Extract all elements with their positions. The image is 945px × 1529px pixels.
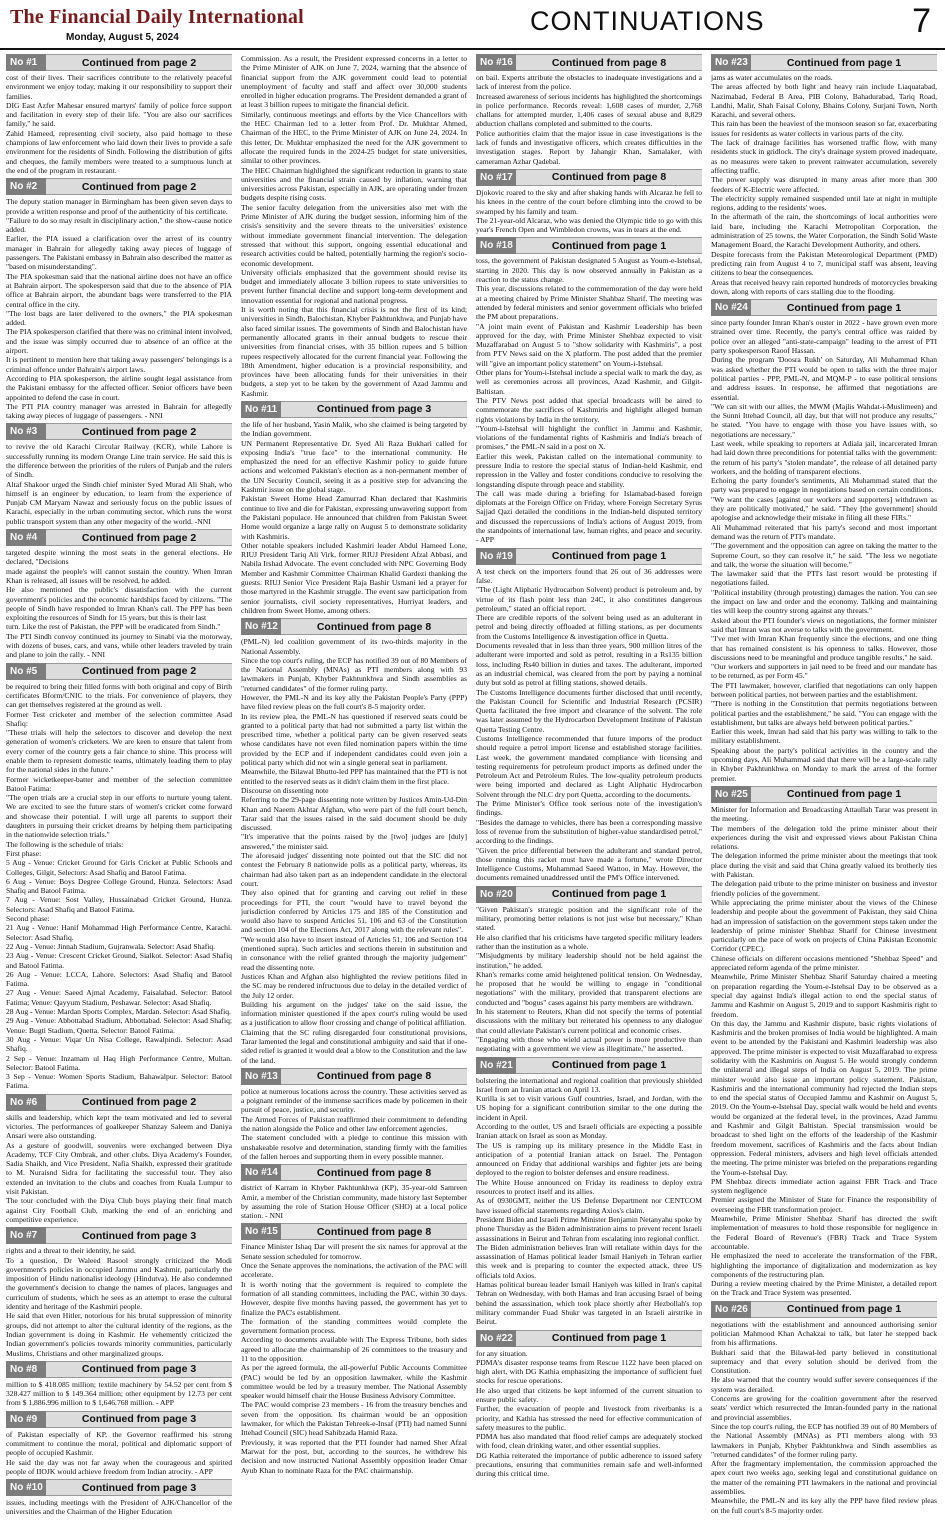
story-paragraph: On this day, the Jammu and Kashmir dispute, basic rights violations of Kashmiris and the broken promises of India would be highlighted. A main event to be attended by the Pakistani and Kashmiri leadership was also approved. The prime minister is expected to visit Muzaffarabad to express solidarity with the Kashmiris on August 5. He would strongly condemn the unilateral and illegal steps of India on August 5, 2019. The prime minister would also issue an important policy statement. Pakistan, Kashmiris and the international community had rejected the Indian steps to end the special status of Occupied Jammu and Kashmir on August 5, 2019. On the Youm-e-Istehsal Day, special walk would be held and events would be organized at the federal level, in the provinces, Azad Jammu and Kashmir and Gilgit Baltistan. Special transmission would be broadcast to shed light on the efforts of the leadership of the Kashmir freedom movement, sacrifices of Kashmiris and the facts about Indian oppression. Federal ministers, advisers and high level officials attended the meeting. The prime minister was briefed on the preparations regarding the Youm-e-Istehsal Day.	[711, 1018, 937, 1177]
story-paragraph: Speaking about the party's political activities in the country and the upcoming days, Ali Muhammad said that there will be a large-scale rally in Khyber Pakhtunkhwa on Monday to mark the arrest of the former premier.	[711, 745, 937, 783]
story-paragraph: As of 0930GMT, neither the US Defense Department nor CENTCOM have issued official statements regarding Axios's claim.	[476, 1196, 702, 1215]
story-paragraph: Khan's remarks come amid heightened political tension. On Wednesday, he proposed that he would be willing to engage in "conditional negotiations" with the military, provided that transparent elections are conducted and "bogus" cases against his party members are withdrawn.	[476, 969, 702, 1007]
story-number-badge: No #20	[476, 886, 516, 903]
column-4	[711, 54, 937, 1525]
continued-story	[6, 663, 232, 1091]
continued-from-label: Continued from page 1	[551, 550, 667, 563]
continuation-header	[711, 54, 937, 71]
story-paragraph: PDMA's disaster response teams from Rescue 1122 have been placed on high alert, with DG Kathia emphasizing the importance of sufficient fuel stocks for rescue operations.	[476, 1357, 702, 1386]
story-paragraph: 5 Aug - Venue: Cricket Ground for Girls Cricket at Public Schools and Colleges, Gilgit, Selectors: Asad Shafiq and Batool Fatima.	[6, 858, 232, 877]
continued-from-label: Continued from page 1	[786, 788, 902, 801]
story-paragraph: "Given the price differential between the adulterant and standard petrol, those running this racket must have made a fortune," wrote Director Intelligence Customs, Muhammad Saeed Wattoo, in May. However, the documents remained unaddressed until the PM's Office intervened.	[476, 845, 702, 883]
story-paragraph: The PTI PIA country manager was arrested in Bahrain for allegedly taking away pieces of luggage of passengers. - NNI	[6, 401, 232, 421]
story-paragraph: 29 Aug - Venue: Abbottabad Stadium, Abbottabad. Selector: Asad Shafiq; Venue: Bugti Stadium, Quetta. Selector: Batool Fatima.	[6, 1016, 232, 1035]
story-paragraph: In the aftermath of the rain, the shortcomings of local authorities were laid bare, including the Karachi Metropolitan Corporation, the administration of 25 towns, the Water Corporation, the Sindh Solid Waste Management Board, the Karachi Development Authority, and others.	[711, 212, 937, 250]
story-paragraph: "These trials will help the selectors to discover and develop the next generation of women's cricketers. We are keen to ensure that talent from every corner of the country gets a fair chance to shine. This process will enable them to represent domestic teams, ultimately leading them to play for the national sides in the future."	[6, 728, 232, 775]
story-number-badge: No #25	[711, 786, 751, 803]
story-paragraph: DIG East Azfer Mahesar ensured martyrs' family of police force support and facilitation in every step of their life. "You are also our sacrifices family," he said.	[6, 100, 232, 129]
story-paragraph: He said that even Hitler, notorious for his brutal suppression of minority groups, did not attempt to alter the cultural identity of the regions, as the Indian government is doing in Kashmir. He vehemently criticized the Indian government's policies towards minority communities, particularly Muslims, Christians and other marginalized groups.	[6, 1311, 232, 1358]
story-paragraph: The lawmaker said that the PTI's last resort would be protesting if negotiations failed.	[711, 569, 937, 588]
story-number-badge: No #11	[241, 401, 281, 418]
story-number-badge: No #24	[711, 299, 751, 316]
story-paragraph: "Youm-i-Istehsal will highlight the conflict in Jammu and Kashmir, violations of the fundamental rights of Kashmiris and India's breach of promises," the PML-N said in a post on X.	[476, 423, 702, 452]
story-paragraph: Former wicketkeeper-batter and member of the selection committee Batool Fatima:	[6, 774, 232, 793]
continued-from-label: Continued from page 1	[551, 888, 667, 901]
story-paragraph: skills and leadership, which kept the team motivated and led to several victories. The performances of goalkeeper Shanzay Saleem and Daniya Ansari were also outstanding.	[6, 1112, 232, 1141]
story-paragraph: Increased awareness of serious incidents has highlighted the shortcomings in police performance. Records reveal: 1,608 cases of murder, 2,768 challans for attempted murder, 1,406 cases of sexual abuse and 8,829 abduction challans completed and submitted to the courts.	[476, 91, 702, 129]
story-paragraph: Zahid Hameed, representing civil society, also paid homage to these champions of law enforcement who laid down their lives to provide a safe environment for the residents of Sindh. Following the distribution of gifts and cheques, the family members were treated to a sumptuous lunch at the end of the program in restaurant.	[6, 128, 232, 175]
story-paragraph: Pakistan Sweet Home Head Zamurrad Khan declared that Kashmiris continue to live and die for Pakistan, expressing unwavering support from the Pakistani populace. He announced that children from Pakistan Sweet Home would organize a large rally on August 5 to demonstrate solidarity with Kashmiris.	[241, 494, 467, 541]
continued-from-label: Continued from page 8	[316, 1070, 432, 1083]
continuation-header	[6, 1227, 232, 1244]
continued-story	[711, 1301, 937, 1515]
story-paragraph: Despite forecasts from the Pakistan Meteorological Department (PMD) predicting rain from August 4 to 7, municipal staff was absent, leaving citizens to bear the consequences.	[711, 249, 937, 278]
story-paragraph: Once the Senate approves the nominations, the activation of the PAC will accelerate.	[241, 1261, 467, 1280]
story-paragraph: Since the top court's ruling, the ECP has notified 39 out of 80 Members of the National Assembly (MNAs) as PTI members along with 93 lawmakers in Punjab, Khyber Pakhtunkhwa and Sindh assemblies as "returned candidates" of the former ruling party.	[241, 655, 467, 693]
story-paragraph: Concerns are growing for the coalition government after the reserved seats' verdict which resurrected the Imran-founded party in the national and provincial assemblies.	[711, 1394, 937, 1422]
continued-story	[711, 786, 937, 1298]
story-paragraph: Justices Khan and Afghan also highlighted the review petitions filed in the SC may be rendered infructuous due to delay in the detailed verdict of the July 12 order.	[241, 971, 467, 1000]
story-paragraph: Bukhari said that the Bilawal-led party believed in constitutional supremacy and that every solution should be derived from the Constitution.	[711, 1347, 937, 1376]
story-paragraph: toss, the government of Pakistan designated 5 August as Youm-e-Istehsal, starting in 2020. This day is now observed annually in Pakistan as a reaction to the status change.	[476, 256, 702, 285]
story-paragraph: The senior faculty delegation from the universities also met with the Prime Minister of AJK during the budget session, informing him of the crisis's sensitivity and the severe threats to the universities' existence without immediate government financial intervention. The delegation stressed that without this support, ongoing essential educational and research activities could be halted, potentially harming the region's socio-economic development.	[241, 202, 467, 268]
continued-from-label: Continued from page 8	[316, 1166, 432, 1179]
continued-story	[6, 1227, 232, 1358]
continued-from-label: Continued from page 1	[786, 301, 902, 314]
story-paragraph: Altaf Shakoor urged the Sindh chief minister Syed Murad Ali Shah, who himself is an engineer by education, to learn from the experience of Punjab CM Maryam Nawaz and seriously focus on the public issues of Karachi, especially in the urban commuting sector, which runs the worst public transport system than any other megacity of the world. -NNI	[6, 479, 232, 526]
page-number: 7	[912, 2, 931, 40]
story-paragraph: (PML-N) led coalition government of its two-thirds majority in the National Assembly.	[241, 637, 467, 656]
continued-from-label: Continued from page 2	[81, 425, 197, 438]
story-paragraph: The HEC Chairman highlighted the significant reduction in grants to state universities and the financial strain caused by inflation, warning that universities across Pakistan, especially in AJK, are operating under frozen budgets despite rising costs.	[241, 165, 467, 203]
story-number-badge: No #7	[6, 1227, 46, 1244]
story-paragraph: 22 Aug - Venue: Jinnah Stadium, Gujranwala. Selector: Asad Shafiq.	[6, 941, 216, 951]
story-paragraph: Asked about the PTI founder's views on negotiations, the former minister said that Imran was not averse to talks with the government.	[711, 615, 937, 634]
story-paragraph: Minister for Information and Broadcasting Attaullah Tarar was present in the meeting.	[711, 804, 937, 824]
continued-from-label: Continued from page 2	[81, 56, 197, 69]
continued-story	[476, 169, 702, 234]
story-paragraph: The deputy station manager in Birmingham has been given seven days to provide a written response and proof of the authenticity of his certificate.	[6, 197, 232, 216]
story-number-badge: No #23	[711, 54, 751, 71]
story-number-badge: No #18	[476, 237, 516, 254]
story-paragraph: The Prime Minister's Office took serious note of the investigation's findings.	[476, 799, 702, 818]
continuation-header	[711, 786, 937, 803]
story-paragraph: be required to bring their filled forms with both original and copy of Birth certificates Bform/CNIC to the trials. For convenience of players, they can get themselves registered at the ground as well.	[6, 681, 232, 710]
story-number-badge: No #2	[6, 178, 46, 195]
story-number-badge: No #17	[476, 169, 516, 186]
story-paragraph: turn. Like the rest of Pakistan, the PPP will be eradicated from Sindh."	[6, 622, 221, 632]
story-number-badge: No #13	[241, 1068, 281, 1085]
story-paragraph: While appreciating the prime minister about the views of the Chinese leadership and people about the government of Pakistan, they said China had an impression of satisfaction on the government steps taken under the leadership of prime minister Shehbaz Sharif for Chinese investment particularly on the pace of work on projects of China Pakistan Economic Corridor (CPEC).	[711, 897, 937, 954]
story-paragraph: Earlier this week, Imran had said that his party was willing to talk to the military establishment.	[711, 727, 937, 746]
story-paragraph: The tour concluded with the Diya Club boys playing their final match against City Football Club, marking the end of an enriching and competitive experience.	[6, 1196, 232, 1224]
story-paragraph: "I've met with Imran Khan frequently since the elections, and one thing that has remained consistent is his openness to talks. However, those discussions need to be meaningful and produce tangible results," he said.	[711, 634, 937, 662]
story-paragraph: Customs Intelligence recommended that future imports of the product should require a petrol import license and established storage facilities. Last week, the government mandated compliance with licensing and testing requirements for petroleum product imports as defined under the Petroleum Act and Petroleum Rules. The low-quality petroleum products were being imported and declared as Light Aliphatic Hydrocarbon Solvent through the NLC dry port Quetta, according to the documents.	[476, 734, 702, 799]
continued-from-label: Continued from page 1	[551, 1059, 667, 1071]
continuation-header	[6, 1361, 232, 1378]
story-paragraph: According to PIA spokesperson, the airline sought legal assistance from the Pakistani embassy for the affected officer. Senior officers have been appointed to defend the case in court.	[6, 373, 232, 402]
story-paragraph: "Given Pakistan's strategic position and the significant role of the military, promoting better relations is not just wise but necessary," Khan stated.	[476, 904, 702, 933]
story-paragraph: He also mentioned the public's dissatisfaction with the current government's policies and the economic hardships faced by citizens. "The people of Sindh have responded to Imran Khan's call. The PPP has been exploiting the resources of Sindh for 15 years, but this is their last	[6, 585, 232, 623]
column-1	[6, 54, 232, 1525]
continued-from-label: Continued from page 3	[81, 1413, 197, 1426]
story-paragraph: Other plans for Youm-i-Istehsal include a special walk to mark the day, as well as ceremonies across all provinces, Azad Kashmir, and Gilgit-Baltistan.	[476, 368, 702, 396]
continuation-header	[6, 1411, 232, 1428]
story-paragraph: Since the top court's ruling, the ECP has notified 39 out of 80 Members of the National Assembly (MNAs) as PTI members along with 93 lawmakers in Punjab, Khyber Pakhtunkhwa and Sindh assemblies as "returned candidates" of the former ruling party.	[711, 1421, 937, 1459]
continued-from-label: Continued from page 2	[81, 531, 197, 544]
story-paragraph: negotiations with the establishment and announced authorising senior politician Mahmood Khan Achakzai to talk, but later he stepped back from his affirmations.	[711, 1319, 937, 1348]
continuation-header	[476, 548, 702, 565]
story-paragraph: The areas affected by both light and heavy rain include Liaquatabad, Nazimabad, Federal B Area, PIB Colony, Bahadurabad, Tariq Road, Landhi, Malir, Shah Faisal Colony, Bhains Colony, Surjani Town, North Karachi, and several others.	[711, 82, 937, 120]
continuation-header	[711, 299, 937, 316]
continued-from-label: Continued from page 3	[316, 403, 432, 416]
story-paragraph: Finance Minister Ishaq Dar will present the six names for approval at the Senate session scheduled for tomorrow.	[241, 1242, 467, 1261]
continuation-header	[476, 1057, 702, 1074]
story-paragraph: University officials emphasized that the government should revise its budget and immediately allocate 3 billion rupees to state universities to prevent further financial decline and support long-term development and innovation essential for regional and national progress.	[241, 267, 467, 305]
continuation-header	[6, 529, 232, 546]
story-paragraph: Kurilla is set to visit various Gulf countries, Israel, and Jordan, with the US hoping for a significant contribution similar to the one during the incident in April.	[476, 1094, 702, 1122]
story-number-badge: No #19	[476, 548, 516, 565]
story-paragraph: for any situation.	[476, 1348, 528, 1358]
story-paragraph: "Political instability (through protesting) damages the nation. You can see the impact on law and order and the economy. Talking and maintaining ties will keep the country strong against any threats."	[711, 587, 937, 616]
continued-story	[6, 1411, 232, 1476]
continuation-header	[6, 178, 232, 195]
story-paragraph: During a review meeting chaired by the Prime Minister, a detailed report on the Track and Trace System was presented.	[711, 1279, 937, 1298]
story-paragraph: The White House announced on Friday its readiness to deploy extra resources to protect itself and its allies.	[476, 1177, 702, 1197]
story-paragraph: Meanwhile, the Bilawal Bhutto-led PPP has maintained that the PTI is not entitled to the reserved seats as it didn't claim them in the first place.	[241, 767, 467, 786]
continuation-header	[711, 1301, 937, 1318]
story-paragraph: It is pertinent to mention here that taking away passengers' belongings is a criminal offence under Bahrain's airport laws.	[6, 355, 232, 374]
continued-from-label: Continued from page 2	[81, 1096, 197, 1109]
story-paragraph: The formation of the standing committees would complete the government formation process.	[241, 1316, 467, 1336]
story-paragraph: President Biden and Israeli Prime Minister Benjamin Netanyahu spoke by phone Thursday as the Biden administration aims to prevent recent Israeli assassinations in Beirut and Tehran from escalating into regional conflict.	[476, 1214, 702, 1243]
story-paragraph: It is worth noting that the government is required to complete the formation of all standing committees, including the PAC, within 30 days. However, despite five months having passed, the government has yet to finalize the PAC's establishment.	[241, 1279, 467, 1317]
continued-story	[6, 1361, 232, 1408]
story-paragraph: district of Karram in Khyber Pakhtunkhwa (KP), 35-year-old Samreen Amir, a member of the Christian community, made history last September by assuming the role of Station House Officer (SHO) at a local police station. - NNI	[241, 1183, 467, 1221]
story-number-badge: No #14	[241, 1164, 281, 1181]
story-paragraph: Similarly, continuous meetings and efforts by the Vice Chancellors with the HEC Chairman led to a letter from Prof. Dr. Mukhtar Ahmed, Chairman of the HEC, to the Prime Minister of AJK on June 24, 2024. In this letter, Dr. Mukhtar emphasized the need for the AJK government to allocate the required funds in the 2024-25 budget for state universities, similar to other provinces.	[241, 109, 467, 166]
continued-story	[6, 423, 232, 526]
story-paragraph: "We can sit with our allies, the MWM (Majlis Wahdat-i-Muslimeen) and the Sunni Ittehad Council, all day, but that will not produce any results," he stated. "You have to engage with those you have issues with, so negotiations are necessary."	[711, 401, 937, 439]
continued-story	[241, 1223, 467, 1474]
continuation-header	[6, 1094, 232, 1111]
story-paragraph: on bail. Experts attribute the obstacles to inadequate investigations and a lack of interest from the police.	[476, 73, 702, 92]
story-paragraph: Meanwhile, the PML-N and its key ally the PPP have filed review pleas on the full court's 8-5 majority order.	[711, 1496, 937, 1515]
continuation-header	[6, 54, 232, 71]
continued-from-label: Continued from page 1	[786, 56, 902, 69]
story-paragraph: issues, including meetings with the President of AJK/Chancellor of the universities and the Chairman of the Higher Education	[6, 1498, 232, 1517]
story-paragraph: 27 Aug - Venue: Saeed Ajmal Academy, Faisalabad. Selector: Batool Fatima; Venue: Qayyum Stadium, Peshawar. Selector: Asad Shafiq.	[6, 988, 232, 1007]
continued-story	[241, 401, 467, 615]
story-paragraph: Second phase:	[6, 914, 50, 924]
continuation-header	[6, 663, 232, 680]
story-number-badge: No #8	[6, 1361, 46, 1378]
story-paragraph: A test check on the importers found that 26 out of 36 addresses were false.	[476, 566, 702, 585]
story-number-badge: No #6	[6, 1094, 46, 1111]
story-number-badge: No #15	[241, 1223, 281, 1240]
story-paragraph: Building his argument on the judges' take on the said issue, the information minister questioned if the apex court's ruling would be used as a justification to allow floor crossing and change of political affiliation.	[241, 999, 467, 1028]
story-paragraph: According to documents available with The Express Tribune, both sides agreed to allocate the chairmanship of 26 committees to the treasury and 11 to the opposition.	[241, 1335, 467, 1363]
story-number-badge: No #4	[6, 529, 46, 546]
story-paragraph: The Biden administration believes Iran will retaliate within days for the assassination of Hamas political leader Ismail Haniyeh in Tehran earlier this week and is preparing to counter the expected attack, three US officials told Axios.	[476, 1242, 702, 1280]
issue-date: Monday, August 5, 2024	[66, 32, 179, 43]
story-paragraph: "We want the cases [against our workers and supporters] withdrawn as they are politically motivated," he said. "They [the government] should apologise and acknowledge their mistake in filing all these FIRs."	[711, 494, 937, 523]
story-paragraph: PDMA has also mandated that flood relief camps are adequately stocked with food, clean drinking water, and other essential supplies.	[476, 1432, 702, 1451]
continuation-header	[476, 886, 702, 903]
story-paragraph: Meanwhile, Prime Minister Shehbaz Sharif Saturday chaired a meeting on preparation regarding the Youm-e-Istehsal Day to be observed as a special day against India's illegal action to end the special status of Jammu and Kashmir on August 5, 2019 and to support Kashmiris right to freedom.	[711, 972, 937, 1019]
continuation-header	[241, 618, 467, 635]
continued-from-label: Continued from page 8	[316, 1225, 432, 1238]
story-paragraph: The Armed Forces of Pakistan reaffirmed their commitment to defending the nation alongside the Police and other law enforcement agencies.	[241, 1114, 467, 1134]
story-paragraph: 2 Sep - Venue: Inzamam ul Haq High Performance Centre, Multan. Selector: Batool Fatima.	[6, 1053, 232, 1072]
continued-story	[711, 54, 937, 296]
story-paragraph: cost of their lives. Their sacrifices contribute to the relatively peaceful environment we enjoy today, making it our responsibility to support their families.	[6, 73, 232, 101]
continued-from-label: Continued from page 3	[81, 1481, 197, 1494]
story-paragraph: The 21-year-old Alcaraz, who was denied the Olympic title to go with this year's French Open and Wimbledon crowns, was in tears at the end.	[476, 215, 702, 235]
story-paragraph: The PIA spokesperson clarified that there was no criminal intent involved, and the issue was simply occurred due to absence of an office at the airport.	[6, 327, 232, 356]
story-paragraph: The call was made during a briefing for Islamabad-based foreign diplomats at the Foreign Office on Friday, where Foreign Secretary Syrus Sajjad Qazi detailed the conditions in the Indian-held disputed territory and discussed the repercussions of India's actions of August 2019, from the standpoints of international law, human rights, and peace and security. - APP	[476, 488, 702, 545]
story-paragraph: 3 Sep - Venue: Women Sports Stadium, Bahawalpur. Selector: Batool Fatima.	[6, 1072, 232, 1091]
story-paragraph: since party founder Imran Khan's ouster in 2022 - have grown even more strained over time. Recently, the party's central office was raided by police over an alleged "anti-state-campaign" leading to the arrest of PTI party spokesperson Raoof Hassan.	[711, 318, 937, 356]
story-paragraph: Former Test cricketer and member of the selection committee Asad Shafiq:	[6, 709, 232, 728]
continuation-header	[476, 237, 702, 254]
story-paragraph: The Customs Intelligence documents further disclosed that until recently, the Pakistan Council for Scientific and Industrial Research (PCSIR) Quetta facilitated the free import and clearance of the solvent. The role was later assumed by the Hydrocarbon Development Institute of Pakistan Quetta Testing Centre.	[476, 687, 702, 734]
continued-story	[241, 54, 467, 398]
story-number-badge: No #1	[6, 54, 46, 71]
story-paragraph: 21 Aug - Venue: Hanif Mohammad High Performance Centre, Karachi. Selector: Asad Shafiq.	[6, 923, 232, 942]
story-paragraph: During the program 'Doosra Rukh' on Saturday, Ali Muhammad Khan was asked whether the PTI would be open to talks with the three major political parties - PPP, PML-N, and MQM-P - to ease political tensions and address issues. In response, he affirmed that negotiations are essential.	[711, 355, 937, 402]
story-paragraph: "Failure to do so may result in disciplinary action," the show-cause notice added.	[6, 215, 232, 235]
story-paragraph: Documents revealed that in less than three years, 900 million litres of the adulterant were imported and sold as petrol, resulting in a Rs135 billion loss, including Rs40 billion in duties and taxes. The adulterant, imported as an industrial chemical, was cleared from the port by paying a nominal duty but sold as petrol at filling stations, showed details.	[476, 641, 702, 688]
story-paragraph: In its review plea, the PML-N has questioned if reserved seats could be granted to a political party that had not submitted a party list within the prescribed time, whether a political party can be given reserved seats whose candidates have not even filed nomination papers within the time provided by the ECP and if independent candidates could even join a political party which did not win a single general seat in parliament.	[241, 711, 467, 768]
continuation-header	[476, 1330, 702, 1347]
story-paragraph: "There is nothing in the Constitution that permits negotiations between political parties and the establishment," he said. "You can engage with the establishment, but talks are always held between political parties."	[711, 699, 937, 727]
story-paragraph: bolstering the international and regional coalition that previously shielded Israel from an Iranian attack on April 13.	[476, 1075, 702, 1094]
story-paragraph: The aforesaid judges' dissenting note pointed out that the SIC did not contest the February 8 nationwide polls as a political party, whereas, its chairman had also taken part as an independent candidate in the electoral court.	[241, 851, 467, 888]
newspaper-title: The Financial Daily International	[10, 6, 304, 28]
column-2	[241, 54, 467, 1525]
story-paragraph: Commission. As a result, the President expressed concerns in a letter to the Prime Minister of AJK on June 7, 2024, warning that the absence of financial support from the AJK government could lead to potential unemployment of faculty and staff and affect over 30,000 students enrolled in higher education programs. The President demanded a grant of at least 3 billion rupees to mitigate the financial deficit.	[241, 54, 467, 110]
story-paragraph: Further, the evacuation of people and livestock from riverbanks is a priority, and Kathia has stressed the need for effective communication of safety measures to the public.	[476, 1404, 702, 1432]
continued-from-label: Continued from page 1	[551, 1332, 667, 1345]
continuation-header	[6, 1479, 232, 1496]
continued-from-label: Continued from page 8	[551, 171, 667, 184]
continued-story	[476, 1057, 702, 1327]
continued-story	[6, 1479, 232, 1517]
story-number-badge: No #22	[476, 1330, 516, 1347]
story-paragraph: 30 Aug - Venue: Viqar Un Nisa College, Rawalpindi. Selector: Asad Shafiq.	[6, 1034, 232, 1054]
story-paragraph: The PTI lawmaker, however, clarified that negotiations can only happen between political parties, not between parties and the establishment.	[711, 680, 937, 699]
story-paragraph: The members of the delegation told the prime minister about their experiences during the visit and expressed views about Pakistan China relations.	[711, 823, 937, 852]
continued-from-label: Continued from page 3	[81, 1229, 197, 1242]
story-paragraph: The PAC would comprise 23 members - 16 from the treasury benches and seven from the opposition. Its chairman would be an opposition lawmaker, for which the Pakistan Tehreek-e-Insaf (PTI) had named Sunni Ittehad Council (SIC) head Sahibzada Hamid Raza.	[241, 1400, 467, 1438]
story-paragraph: 6 Aug - Venue: Boys Degree College Ground, Hunza. Selectors: Asad Shafiq and Batool Fatima.	[6, 876, 232, 896]
continued-story	[476, 886, 702, 1054]
continued-story	[476, 1330, 702, 1479]
continued-story	[476, 54, 702, 166]
story-paragraph: of Pakistan especially of KP, the Governor reaffirmed his strong commitment to continue the moral, political and diplomatic support of people of occupied Kashmir.	[6, 1429, 232, 1458]
continued-story	[241, 1068, 467, 1161]
story-paragraph: The US is ramping up its military presence in the Middle East in anticipation of a potential Iranian attack on Israel. The Pentagon announced on Friday that additional warships and fighter jets are being deployed to the region to bolster defenses and ensure readiness.	[476, 1140, 702, 1178]
story-paragraph: Meanwhile, Prime Minister Shehbaz Sharif has directed the swift implementation of measures to hold those responsible for negligence in the Federal Board of Revenue's (FBR) Track and Trace System accountable.	[711, 1214, 937, 1251]
story-paragraph: DG Kathia reiterated the importance of public adherence to issued safety precautions, ensuring that communities remain safe and well-informed during this critical time.	[476, 1450, 702, 1479]
story-paragraph: Police authorities claim that the major issue in case investigations is the lack of funds and investigative officers, which creates difficulties in the investigation stages. Report by Jahangir Khan, Samalaker, with cameraman Azhar Qadebal.	[476, 128, 702, 166]
story-paragraph: Last week, while speaking to reporters at Adiala jail, incarcerated Imran had laid down three preconditions for potential talks with the government: the return of his party's "stolen mandate", the release of all detained party workers, and the holding of transparent elections.	[711, 438, 937, 476]
story-paragraph: million to $ 418.085 million; textile machinery by 54.52 per cent from $ 328.427 million to $ 149.364 million; other equipment by 12.73 per cent from $ 1,886.996 million to $ 1,646.768 million. - APP	[6, 1379, 232, 1408]
story-paragraph: Ali Muhammad reiterated that his party's second and most important demand was the return of PTI's mandate.	[711, 522, 937, 541]
continued-story	[6, 1094, 232, 1225]
story-paragraph: to revive the old Karachi Circular Railway (KCR), while Lahore is successfully running its modern Orange Line train service. He said this is the difference between the priorities of the rulers of Punjab and the rulers of Sindh.	[6, 442, 232, 480]
story-paragraph: This rain has been the heaviest of the monsoon season so far, exacerbating issues for residents as water collects in various parts of the city.	[711, 119, 937, 138]
continued-from-label: Continued from page 1	[551, 239, 667, 252]
continuation-header	[241, 401, 467, 418]
story-paragraph: In his statement to Reuters, Khan did not specify the terms of potential discussions with the military but reiterated his openness to any dialogue that could alleviate Pakistan's current political and economic crises.	[476, 1007, 702, 1035]
story-paragraph: Earlier, the PIA issued a clarification over the arrest of its country manager in Bahrain for allegedly taking away pieces of luggage of passengers. The Pakistani embassy in Bahrain also described the matter as "based on misunderstanding".	[6, 234, 232, 272]
story-paragraph: Hamas political bureau leader Ismail Haniyeh was killed in Iran's capital Tehran on Wednesday, with both Hamas and Iran accusing Israel of being behind the assassination, which took place shortly after Hezbollah's top military commander Fuad Shukr was targeted in an Israeli airstrike in Beirut.	[476, 1280, 702, 1327]
continued-from-label: Continued from page 1	[786, 1303, 902, 1316]
story-paragraph: "We would also have to insert instead of Articles 51, 106 and Section 104 (mentioned supra). Such articles and sections therein in substitution and in consonance with the relief granted through the majority judgement" read the dissenting note.	[241, 934, 467, 972]
story-paragraph: The PTI Sindh convoy continued its journey to Sinabi via the motorway, with dozens of buses, cars, and vans, while other leaders traveled by train and plane to join the rally. - NNI	[6, 631, 232, 660]
story-paragraph: The statement concluded with a pledge to continue this mission with unshakeable resolve and determination, standing firmly with the families of the fallen heroes and supporting them in every possible manner.	[241, 1133, 467, 1161]
continued-story	[6, 54, 232, 175]
story-paragraph: "It's imperative that the points raised by the [two] judges are [duly] answered," the minister said.	[241, 832, 467, 851]
story-paragraph: The PIA spokesman said that the national airline does not have an office at Bahrain airport. The spokesperson said that due to the absence of PIA office at Bahrain airport, the abundant bags were transferred to the PIA central office in the city.	[6, 271, 232, 309]
story-paragraph: Previously, it was reported that the PTI founder had named Sher Afzal Marwat for the post, but, according to the sources, he withdrew his decision and now instructed National Assembly opposition leader Omar Ayub Khan to nominate Raza for the PAC chairmanship.	[241, 1437, 467, 1475]
story-paragraph: As a gesture of goodwill, souvenirs were exchanged between Diya Academy, TCF City Ombrak, and other clubs. Diya Academy's Founder, Sadia Shaikh, and Vice President, Nafia Shaikh, expressed their gratitude to M. Nuraisnd Sidra for facilitating the successful tour. They also extended an invitation to the clubs and coaches from Kuala Lumpur to visit Pakistan.	[6, 1140, 232, 1197]
story-paragraph: rights and a threat to their identity, he said.	[6, 1246, 136, 1256]
continued-story	[476, 237, 702, 544]
continued-story	[711, 299, 937, 783]
continuation-header	[241, 1223, 467, 1240]
story-paragraph: As per the agreed formula, the all-powerful Public Accounts Committee (PAC) would be led by an opposition lawmaker, while the Kashmir committee would be led by a treasury member. The National Assembly speaker would himself chair the House Business Advisory Committee.	[241, 1363, 467, 1401]
story-paragraph: Referring to the 29-page dissenting note written by Justices Amin-Ud-Din Khan and Naeem Akhtar Afghan, who were part of the full court bench, Tarar said that the issues raised in the said document should be duly discussed.	[241, 795, 467, 833]
story-paragraph: police at numerous locations across the country. These activities served as a poignant reminder of the immense sacrifices made by policemen in their pursuit of peace, justice, and security.	[241, 1086, 467, 1115]
story-paragraph: He said the day was not far away when the courageous and spirited people of IIOJK would achieve freedom from Indian atrocity. - APP	[6, 1457, 232, 1476]
continuation-header	[476, 54, 702, 71]
story-paragraph: Other notable speakers included Kashmiri leader Abdul Hameed Lone, RIUJ President Tariq Ali Virk, former RIUJ President Afzal Abbasi, and Nabila Irshad Advocate. The event concluded with NPC Governing Body Member and Kashmir Committee Chairman Khalid Gardezi thanking the guests. RIUJ Senior Vice President Raja Bashir Usmani led a prayer for those martyred in the Kashmir struggle. The event saw participation from senior journalists, civil society representatives, Hurriyat leaders, and children from Sweet Home, among others.	[241, 540, 467, 615]
story-number-badge: No #16	[476, 54, 516, 71]
continued-from-label: Continued from page 3	[81, 1363, 197, 1376]
story-paragraph: He also urged that citizens be kept informed of the current situation to ensure public safety.	[476, 1385, 702, 1404]
story-number-badge: No #12	[241, 618, 281, 635]
story-paragraph: This year, discussions related to the commemoration of the day were held at a meeting chaired by Prime Minister Shahbaz Sharif. The meeting was attended by federal ministers and senior government officials who briefed the PM about preparations.	[476, 284, 702, 322]
story-paragraph: "The lost bags are later delivered to the owners," the PIA spokesman added.	[6, 308, 232, 328]
story-paragraph: After the fragmentary implementation, the commission approached the apex court two weeks ago, seeking legal and constitutional guidance on the matter of the remaining PTI lawmakers in the national and provincial assemblies.	[711, 1459, 937, 1497]
column-3	[476, 54, 702, 1525]
story-number-badge: No #10	[6, 1479, 46, 1496]
story-paragraph: "A joint main event of Pakistan and Kashmir Leadership has been approved for the day, with Prime Minister Shehbaz expected to visit Muzaffarabad on August 5 to "show solidarity with Kashmiris", a post from PTV News said on the X platform. The post added that the premier will "give an important policy statement" on Youm-i-Istehsal.	[476, 321, 702, 368]
story-number-badge: No #5	[6, 663, 46, 680]
story-paragraph: targeted despite winning the most seats in the general elections. He declared, "Decisions	[6, 548, 232, 567]
story-paragraph: Echoing the party founder's sentiments, Ali Muhammad stated that the party was prepared to engage in negotiations based on certain conditions.	[711, 476, 937, 495]
story-paragraph: 26 Aug - Venue: LCCA, Lahore. Selectors: Asad Shafiq and Batool Fatima.	[6, 969, 232, 989]
story-paragraph: The delegation paid tribute to the prime minister on business and investor friendly policies of the government.	[711, 879, 937, 898]
story-paragraph: 7 Aug - Venue: Sost Valley, Hussainabad Cricket Ground, Hunza. Selectors: Asad Shafiq and Batool Fatima.	[6, 895, 232, 914]
section-title: CONTINUATIONS	[530, 6, 765, 36]
story-number-badge: No #3	[6, 423, 46, 440]
continued-story	[6, 529, 232, 660]
story-paragraph: Discourse on dissenting note	[241, 785, 329, 795]
story-paragraph: He also warned that the country would suffer severe consequences if the system was derailed.	[711, 1375, 937, 1394]
story-paragraph: First phase:	[6, 848, 42, 858]
story-paragraph: "Engaging with those who wield actual power is more productive than negotiating with a government we view as illegitimate," he asserted.	[476, 1034, 702, 1054]
article-columns	[6, 54, 939, 1525]
continuation-header	[476, 169, 702, 186]
story-paragraph: To a question, Dr Waleed Rasool strongly criticized the Modi government's policies in occupied Jammu and Kashmir, particularly the imposition of Hindu nationalist ideology (Hindutva). He also condemned the government's decision to change the names of places, languages and curriculum of students, which he sees as an attempt to erase the cultural identity and heritage of the Kashmiri people.	[6, 1255, 232, 1312]
story-paragraph: made against the people's will cannot sustain the country. When Imran Khan is released, all issues will be resolved, he added.	[6, 566, 232, 585]
story-paragraph: There are credible reports of the solvent being used as an adulterant in petrol and being directly offloaded at filling stations, as per documents from the Customs Intelligence & investigation office in Quetta.	[476, 613, 702, 641]
story-paragraph: "Besides the damage to vehicles, there has been a corresponding massive loss of revenue from the substitution of higher-value standardised petrol," according to the findings.	[476, 817, 702, 846]
story-paragraph: PM Shehbaz directs immediate action against FBR Track and Trace system negligence	[711, 1176, 937, 1196]
story-paragraph: The delegation informed the prime minister about the meetings that took place during the visit and said that China greatly valued its brotherly ties with Pakistan.	[711, 851, 937, 880]
story-paragraph: jams as water accumulates on the roads.	[711, 73, 833, 82]
continued-from-label: Continued from page 2	[81, 665, 197, 678]
story-paragraph: 23 Aug - Venue: Crescent Cricket Ground, Sialkot. Selector: Asad Shafiq and Batool Fatima.	[6, 951, 232, 970]
story-paragraph: UN Permanent Representative Dr. Syed Ali Raza Bukhari called for exposing India's "true face" to the international community. He emphasized the need for an effective Kashmir policy to guide future actions and welcomed Pakistan's election as a non-permanent member of the UN Security Council, seeing it as a positive step for advancing the Kashmir issue on the global stage.	[241, 438, 467, 495]
story-paragraph: They also opined that for granting and carving out relief in these proceedings for PTI, the court "would have to travel beyond the jurisdiction conferred by Articles 175 and 185 of the Constitution and would also have to suspend Articles 51, 106 and 63 of the Constitution and section 104 of the Elections Act, 2017 along with the relevant rules".	[241, 888, 467, 935]
continued-from-label: Continued from page 2	[81, 180, 197, 193]
story-paragraph: The lack of drainage facilities has worsened traffic flow, with many residents stuck in gridlock. The city's drainage system proved inadequate, as no measures were taken to prevent rainwater accumulation, severely affecting traffic.	[711, 138, 937, 175]
masthead	[0, 0, 945, 50]
story-paragraph: Claiming that the SC ruling disregarded four constitutional provisions, Tarar lamented the legal and constitutional ambiguity and said that if one-sided relief is granted it would deal a blow to the Constitution and the law of the land.	[241, 1027, 467, 1065]
story-paragraph: The following is the schedule of trials:	[6, 839, 124, 849]
story-number-badge: No #9	[6, 1411, 46, 1428]
story-paragraph: "Misjudgments by military leadership should not be held against the institution," he added.	[476, 951, 702, 970]
story-paragraph: Premier assigned the Minister of State for Finance the responsibility of overseeing the FBR transformation project.	[711, 1195, 937, 1214]
story-number-badge: No #21	[476, 1057, 516, 1074]
story-paragraph: Earlier this week, Pakistan called on the international community to pressure India to restore the special status of Indian-held Kashmir, end repression in the Valley and foster conditions conducive to resolving the longstanding dispute through peace and stability.	[476, 451, 702, 489]
continued-story	[241, 1164, 467, 1220]
story-paragraph: the life of her husband, Yasin Malik, who she claimed is being targeted by the Indian government.	[241, 419, 467, 439]
continued-story	[241, 618, 467, 1065]
continued-story	[6, 178, 232, 420]
continued-story	[476, 548, 702, 883]
story-paragraph: "The government and the opposition can agree on taking the matter to the Supreme Court, so they can resolve it," he said. "The less we negotiate and talk, the worse the situation will become."	[711, 541, 937, 569]
story-paragraph: It is worth noting that this financial crisis is not the first of its kind; universities in Sindh, Balochistan, Khyber Pakhtunkhwa, and Punjab have also faced similar issues. The governments of Sindh and Balochistan have permanently allocated grants in their annual budgets to rescue their universities from financial crises, with 35 billion rupees and 5 billion rupees respectively allocated for the current financial year. Following the 18th Amendment, higher education is a provincial responsibility, and provinces have been allocating funds for their universities in their budgets, a step yet to be taken by the government of Azad Jammu and Kashmir.	[241, 305, 467, 398]
continuation-header	[6, 423, 232, 440]
continued-from-label: Continued from page 8	[316, 620, 432, 633]
story-paragraph: 28 Aug - Venue: Mardan Sports Complex, Mardan. Selector: Asad Shafiq.	[6, 1007, 231, 1017]
story-paragraph: Areas that received heavy rain reported hundreds of motorcycles breaking down, along with reports of cars stalling due to the flooding.	[711, 277, 937, 296]
story-paragraph: According to the outlet, US and Israeli officials are expecting a possible Iranian attack on Israel as soon as Monday.	[476, 1121, 702, 1141]
story-paragraph: The electricity supply remained suspended until late at night in multiple regions, adding to the residents' woes.	[711, 193, 937, 213]
story-paragraph: The PTV News post added that special broadcasts will be aired to commemorate the sacrifices of Kashmiris and highlight alleged human rights violations by India in the territory.	[476, 395, 702, 424]
story-paragraph: The power supply was disrupted in many areas after more than 300 feeders of K-Electric were affected.	[711, 175, 937, 194]
continuation-header	[241, 1164, 467, 1181]
story-paragraph: However, the PML-N and its key ally the Pakistan People's Party (PPP) have filed review pleas on the full court's 8-5 majority order.	[241, 693, 467, 712]
story-paragraph: "Our workers and supporters in jail need to be freed and our mandate has to be returned, as per Form 45."	[711, 662, 937, 681]
story-paragraph: Chinese officials on different occasions mentioned "Shehbaz Speed" and appreciated reform agenda of the prime minister.	[711, 953, 937, 973]
story-paragraph: He emphasized the need to accelerate the transformation of the FBR, highlighting the importance of digitalization and modernization as key components of the restructuring plan.	[711, 1251, 937, 1279]
story-paragraph: "The open trials are a crucial step in our efforts to nurture young talent. We are excited to see the future stars of women's cricket come forward and showcase their potential. I will urge all parents to support their daughters in pursuing their cricket dreams by helping them participating in the nationwide selection trials."	[6, 793, 232, 840]
story-paragraph: "The (Light Aliphatic Hydrocarbon Solvent) product is petroleum and, by virtue of its flash point less than 24C, it also constitutes dangerous petroleum," stated an official report.	[476, 585, 702, 613]
story-number-badge: No #26	[711, 1301, 751, 1318]
continuation-header	[241, 1068, 467, 1085]
story-paragraph: Djokovic roared to the sky and after shaking hands with Alcaraz he fell to his knees in the centre of the court before climbing into the crowd to be swamped by his family and team.	[476, 187, 702, 216]
story-paragraph: He also clarified that his criticisms have targeted specific military leaders rather than the institution as a whole.	[476, 932, 702, 951]
continued-from-label: Continued from page 8	[551, 56, 667, 69]
